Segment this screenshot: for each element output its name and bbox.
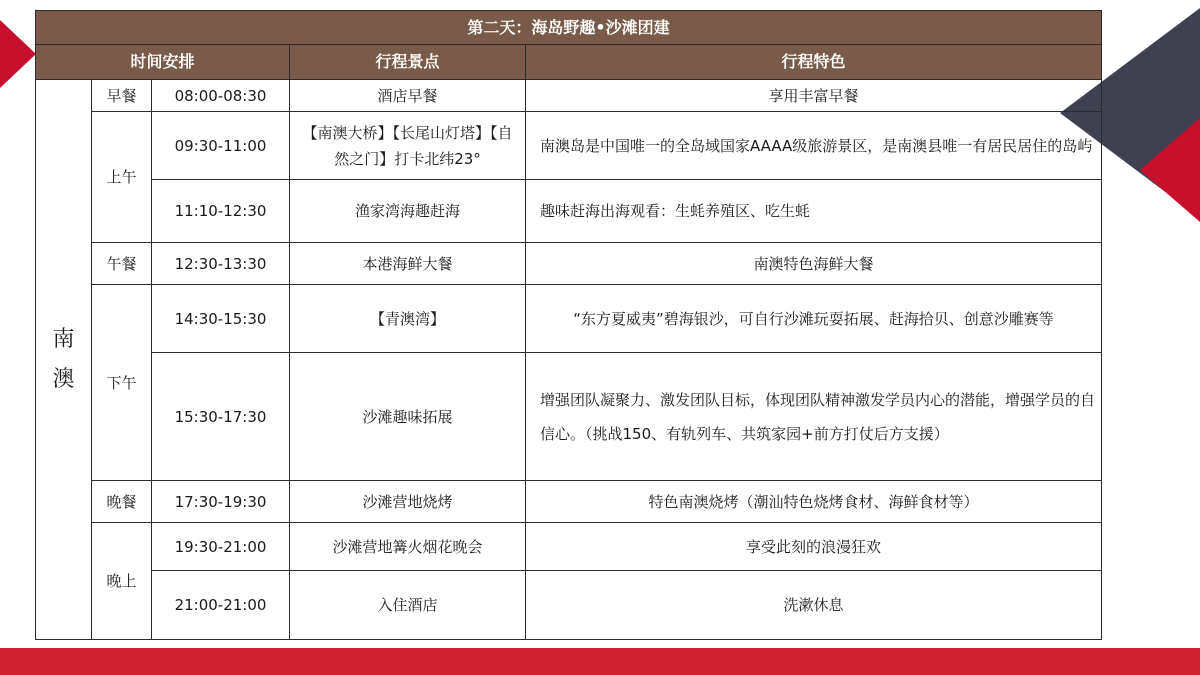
- time-cell: 11:10-12:30: [152, 180, 290, 243]
- decorative-red-triangle-left: [0, 20, 36, 88]
- time-cell: 08:00-08:30: [152, 80, 290, 112]
- section-breakfast: 早餐: [92, 80, 152, 112]
- time-cell: 14:30-15:30: [152, 285, 290, 353]
- table-row: [36, 523, 1102, 571]
- spot-cell: 酒店早餐: [290, 80, 526, 112]
- region-cell: 南 澳: [36, 80, 92, 640]
- header-spot: 行程景点: [290, 45, 526, 80]
- time-cell: 09:30-11:00: [152, 112, 290, 180]
- feature-cell: 南澳岛是中国唯一的全岛域国家AAAA级旅游景区，是南澳县唯一有居民居住的岛屿: [526, 112, 1102, 180]
- time-cell: 21:00-21:00: [152, 571, 290, 640]
- spot-cell: 入住酒店: [290, 571, 526, 640]
- table-row: [36, 243, 1102, 285]
- section-afternoon: 下午: [92, 285, 152, 481]
- header-feature: 行程特色: [526, 45, 1102, 80]
- section-evening: 晚上: [92, 523, 152, 640]
- feature-cell: 享受此刻的浪漫狂欢: [526, 523, 1102, 571]
- feature-cell: 洗漱休息: [526, 571, 1102, 640]
- section-dinner: 晚餐: [92, 481, 152, 523]
- spot-cell: 【南澳大桥】【长尾山灯塔】【自然之门】打卡北纬23°: [290, 112, 526, 180]
- table-row: [36, 481, 1102, 523]
- time-cell: 19:30-21:00: [152, 523, 290, 571]
- section-lunch: 午餐: [92, 243, 152, 285]
- spot-cell: 渔家湾海趣赶海: [290, 180, 526, 243]
- feature-cell: 趣味赶海出海观看：生蚝养殖区、吃生蚝: [526, 180, 1102, 243]
- table-row: [36, 353, 1102, 481]
- spot-cell: 【青澳湾】: [290, 285, 526, 353]
- section-morning: 上午: [92, 112, 152, 243]
- table-row: [36, 285, 1102, 353]
- header-time: 时间安排: [36, 45, 290, 80]
- time-cell: 15:30-17:30: [152, 353, 290, 481]
- spot-cell: 沙滩营地篝火烟花晚会: [290, 523, 526, 571]
- spot-cell: 沙滩趣味拓展: [290, 353, 526, 481]
- title-row: [36, 11, 1102, 45]
- bottom-red-bar: [0, 648, 1200, 675]
- feature-cell: 享用丰富早餐: [526, 80, 1102, 112]
- spot-cell: 沙滩营地烧烤: [290, 481, 526, 523]
- table-row: [36, 571, 1102, 640]
- header-row: [36, 45, 1102, 80]
- decorative-red-triangle-right: [1140, 118, 1200, 222]
- spot-cell: 本港海鲜大餐: [290, 243, 526, 285]
- table-row: [36, 112, 1102, 180]
- table-title: 第二天：海岛野趣•沙滩团建: [36, 11, 1102, 45]
- time-cell: 12:30-13:30: [152, 243, 290, 285]
- feature-cell: 南澳特色海鲜大餐: [526, 243, 1102, 285]
- feature-cell: 增强团队凝聚力、激发团队目标，体现团队精神激发学员内心的潜能，增强学员的自信心。（挑战150、有轨列车、共筑家园+前方打仗后方支援）: [526, 353, 1102, 481]
- itinerary-table: [35, 10, 1102, 640]
- feature-cell: “东方夏威夷”碧海银沙，可自行沙滩玩耍拓展、赶海拾贝、创意沙雕赛等: [526, 285, 1102, 353]
- feature-cell: 特色南澳烧烤（潮汕特色烧烤食材、海鲜食材等）: [526, 481, 1102, 523]
- table-row: [36, 180, 1102, 243]
- time-cell: 17:30-19:30: [152, 481, 290, 523]
- table-row: [36, 80, 1102, 112]
